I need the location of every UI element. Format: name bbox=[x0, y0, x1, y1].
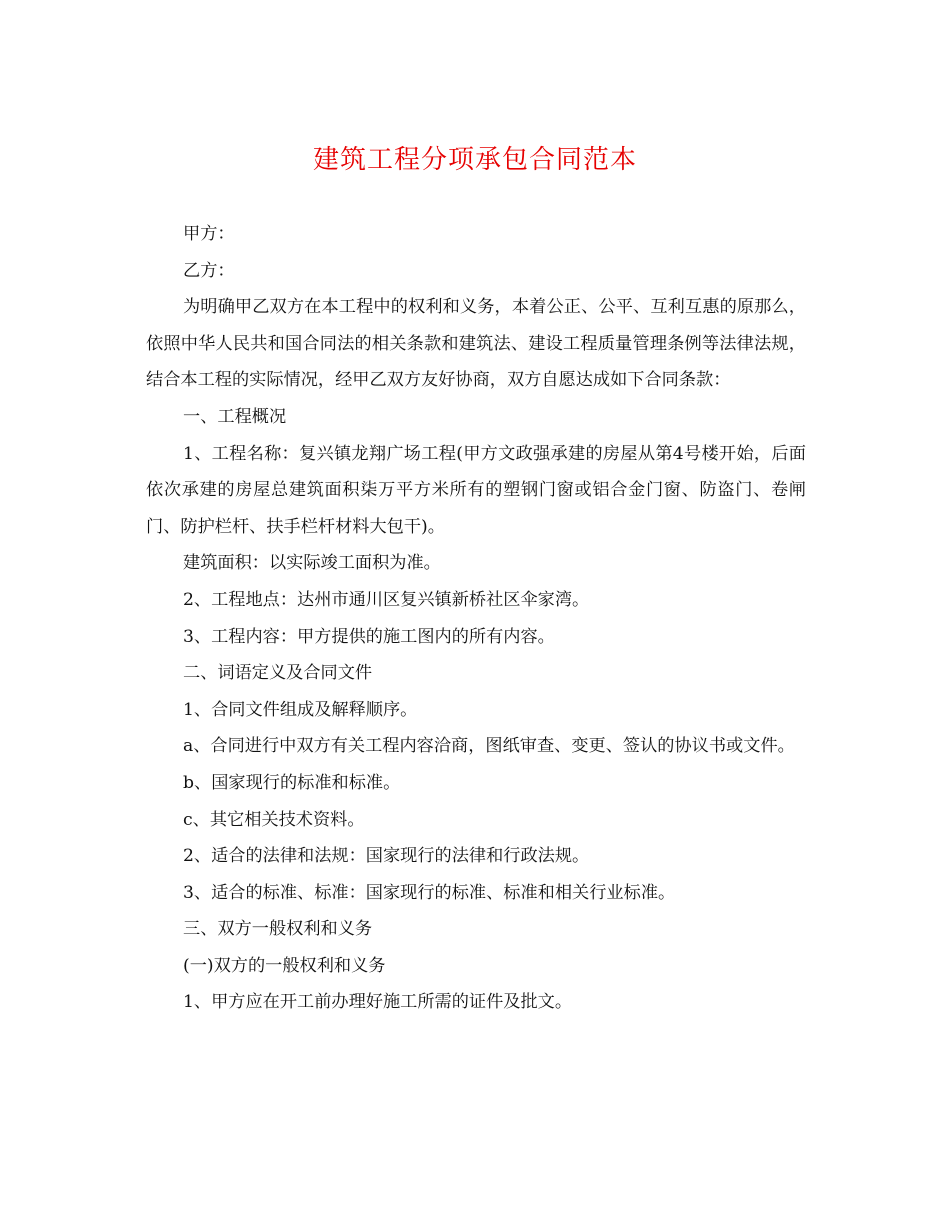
section-heading-rights-obligations: 三、双方一般权利和义务 bbox=[183, 919, 373, 940]
clause-item-c: c、其它相关技术资料。 bbox=[183, 809, 365, 830]
paragraph-party-a: 甲方： bbox=[183, 224, 235, 244]
clause-permits: 1、甲方应在开工前办理好施工所需的证件及批文。 bbox=[183, 992, 573, 1013]
subsection-heading-general-rights: (一)双方的一般权利和义务 bbox=[183, 955, 386, 976]
paragraph-party-b: 乙方： bbox=[183, 260, 235, 281]
paragraph-preamble: 为明确甲乙双方在本工程中的权利和义务，本着公正、公平、互利互惠的原那么，依照中华人民共和国合同法的相关条款和建筑法、建设工程质量管理条例等法律法规，结合本工程的实际情况，经甲乙双方友好协商，双方自愿达成如下合同条款： bbox=[146, 297, 806, 391]
clause-item-b: b、国家现行的标准和标准。 bbox=[183, 772, 401, 793]
clause-applicable-laws: 2、适合的法律和法规：国家现行的法律和行政法规。 bbox=[183, 846, 590, 867]
clause-project-content: 3、工程内容：甲方提供的施工图内的所有内容。 bbox=[183, 626, 555, 647]
clause-document-order: 1、合同文件组成及解释顺序。 bbox=[183, 699, 418, 720]
clause-project-name: 1、工程名称：复兴镇龙翔广场工程(甲方文政强承建的房屋从第4号楼开始，后面依次承建的房屋总建筑面积柒万平方米所有的塑钢门窗或铝合金门窗、防盗门、卷闸门、防护栏杆、扶手栏杆材料大包干)。 bbox=[146, 443, 806, 537]
clause-project-location: 2、工程地点：达州市通川区复兴镇新桥社区伞家湾。 bbox=[183, 589, 590, 610]
clause-building-area: 建筑面积：以实际竣工面积为准。 bbox=[183, 553, 441, 574]
section-heading-project-overview: 一、工程概况 bbox=[183, 406, 287, 427]
section-heading-definitions: 二、词语定义及合同文件 bbox=[183, 663, 373, 684]
clause-item-a: a、合同进行中双方有关工程内容洽商，图纸审查、变更、签认的协议书或文件。 bbox=[183, 736, 795, 757]
clause-applicable-standards: 3、适合的标准、标准：国家现行的标准、标准和相关行业标准。 bbox=[183, 882, 676, 903]
document-body bbox=[146, 216, 806, 1021]
document-title: 建筑工程分项承包合同范本 bbox=[312, 145, 637, 175]
